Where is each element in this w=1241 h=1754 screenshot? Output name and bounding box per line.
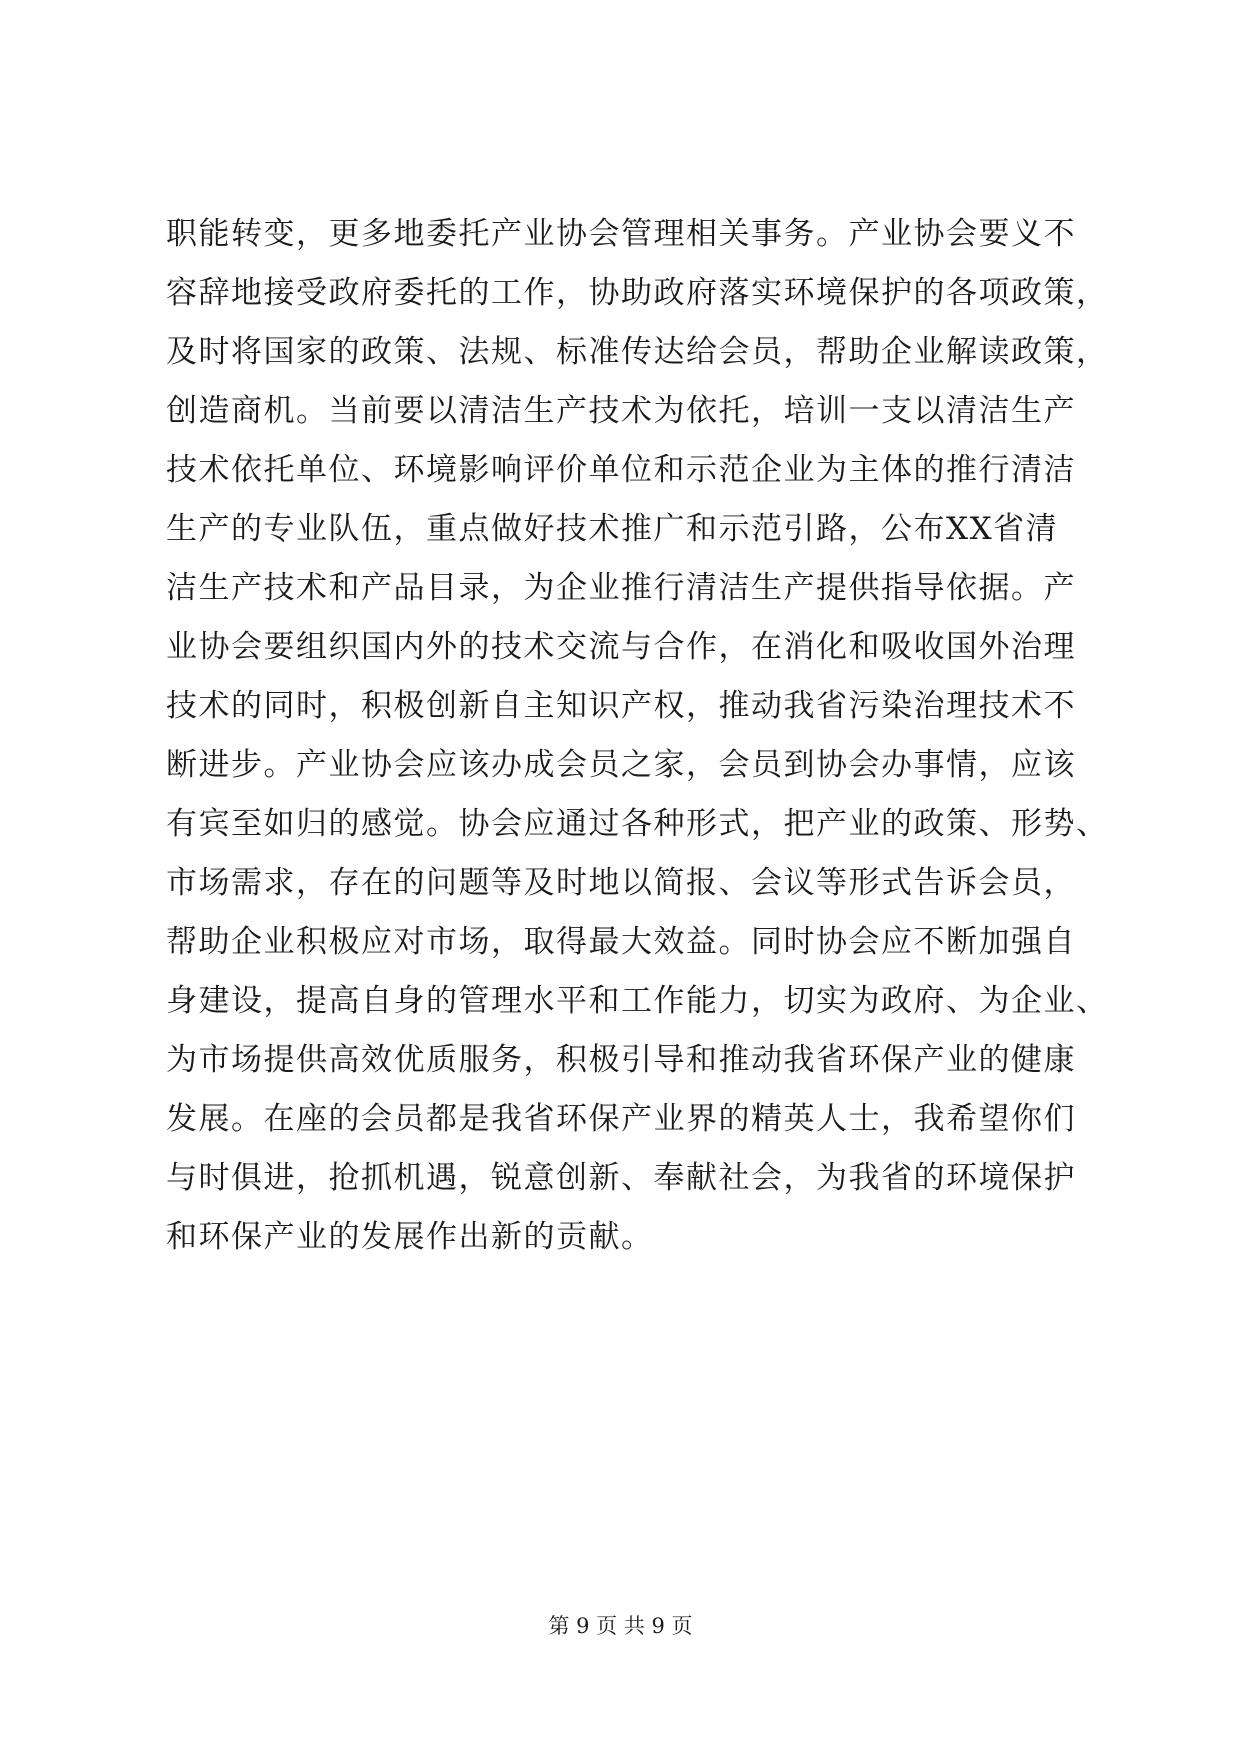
body-text (166, 205, 1126, 1267)
text-line: 容辞地接受政府委托的工作，协助政府落实环境保护的各项政策， (166, 275, 1109, 311)
text-line: 业协会要组织国内外的技术交流与合作，在消化和吸收国外治理 (166, 629, 1076, 665)
text-line: 身建设，提高自身的管理水平和工作能力，切实为政府、为企业、 (166, 983, 1109, 1019)
text-line: 及时将国家的政策、法规、标准传达给会员，帮助企业解读政策， (166, 334, 1109, 370)
text-line: 洁生产技术和产品目录，为企业推行清洁生产提供指导依据。产 (166, 570, 1076, 606)
page-number-footer: 第 9 页 共 9 页 (548, 1614, 693, 1638)
text-line: 有宾至如归的感觉。协会应通过各种形式，把产业的政策、形势、 (166, 806, 1109, 842)
text-line: 技术依托单位、环境影响评价单位和示范企业为主体的推行清洁 (166, 452, 1076, 488)
text-line: 职能转变，更多地委托产业协会管理相关事务。产业协会要义不 (166, 216, 1076, 252)
text-line: 为市场提供高效优质服务，积极引导和推动我省环保产业的健康 (166, 1042, 1076, 1078)
text-line: 创造商机。当前要以清洁生产技术为依托，培训一支以清洁生产 (166, 393, 1076, 429)
text-line: 和环保产业的发展作出新的贡献。 (166, 1219, 654, 1255)
text-line: 生产的专业队伍，重点做好技术推广和示范引路，公布XX省清 (166, 511, 1059, 547)
text-line: 技术的同时，积极创新自主知识产权，推动我省污染治理技术不 (166, 688, 1076, 724)
text-line: 市场需求，存在的问题等及时地以简报、会议等形式告诉会员， (166, 865, 1076, 901)
text-line: 与时俱进，抢抓机遇，锐意创新、奉献社会，为我省的环境保护 (166, 1160, 1076, 1196)
text-line: 断进步。产业协会应该办成会员之家，会员到协会办事情，应该 (166, 747, 1076, 783)
text-line: 发展。在座的会员都是我省环保产业界的精英人士，我希望你们 (166, 1101, 1076, 1137)
text-line: 帮助企业积极应对市场，取得最大效益。同时协会应不断加强自 (166, 924, 1076, 960)
